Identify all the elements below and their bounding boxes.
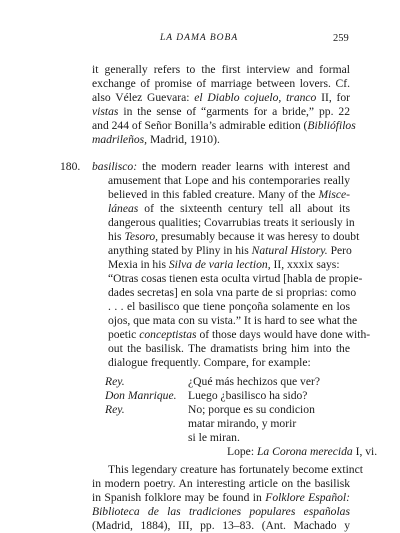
- verse-line: ¿Qué más hechizos que ver?: [188, 375, 320, 388]
- text-line: [108, 244, 350, 258]
- verse-line: Luego ¿basilisco ha sido?: [188, 389, 308, 402]
- italic-title: La Corona merecida: [256, 445, 353, 458]
- text-line: [108, 230, 360, 244]
- verse-speaker: Rey.: [105, 403, 125, 416]
- italic-title: madrileños,: [92, 133, 148, 146]
- text-line: amusement that Lope and his contemporaries really: [108, 174, 350, 187]
- text-span: anything stated by Pliny in his: [108, 244, 252, 257]
- text-span: of the sixteenth century tell all about its: [138, 202, 350, 215]
- quotation-line: . . . el basilisco que tiene ponçoña solamente en los: [108, 300, 350, 313]
- text-line: out the basilisk. The dramatists bring him into the: [108, 342, 350, 355]
- italic-title: láneas: [108, 202, 139, 215]
- italic-term: conceptistas: [139, 328, 197, 341]
- verse-line: No; porque es su condicion: [188, 403, 315, 416]
- text-line: it generally refers to the first interview and formal: [92, 63, 350, 76]
- text-span: II, for: [316, 91, 350, 104]
- text-line: [92, 160, 350, 174]
- text-line: [108, 328, 371, 342]
- italic-lemma: basilisco:: [92, 160, 138, 173]
- italic-title: Misce-: [318, 188, 350, 201]
- text-line: This legendary creature has fortunately become extinct: [108, 463, 363, 476]
- text-span: Madrid, 1910).: [147, 133, 220, 146]
- italic-title: Biblioteca de las tradiciones populares españolas: [92, 505, 350, 518]
- text-span: I, vi.: [352, 445, 378, 458]
- verse-speaker: Don Manrique.: [105, 389, 177, 402]
- text-span: poetic: [108, 328, 140, 341]
- text-line: [92, 133, 350, 147]
- text-line: [108, 202, 350, 216]
- text-line: exchange of promise of marriage between lovers. Cf.: [92, 77, 350, 90]
- text-line: [108, 258, 350, 272]
- italic-title: Tesoro,: [124, 230, 159, 243]
- text-line: in modern poetry. An interesting article on the basilisk: [92, 477, 350, 490]
- running-title: LA DAMA BOBA: [160, 33, 239, 43]
- verse-source: [227, 445, 377, 459]
- text-span: in Spanish folklore may be found in: [92, 491, 266, 504]
- text-line: dialogue frequently. Compare, for example:: [108, 356, 311, 369]
- text-span: Mexia in his: [108, 258, 169, 271]
- text-span: II, xxxix says:: [270, 258, 340, 271]
- text-line: (Madrid, 1884), III, pp. 13–83. (Ant. Machado y: [92, 519, 350, 532]
- italic-title: Bibliófilos: [307, 119, 356, 132]
- italic-title: Natural History.: [251, 244, 328, 257]
- italic-title: Silva de varia lection,: [168, 258, 271, 271]
- text-line: ojos, que mata con su vista.” It is hard to see what the: [108, 314, 358, 327]
- italic-term: vistas: [92, 105, 119, 118]
- text-line: [92, 105, 350, 119]
- text-span: in the sense of “garments for a bride,” pp. 22: [118, 105, 350, 118]
- text-line: [92, 91, 350, 105]
- italic-title: el Diablo cojuelo, tranco: [194, 91, 317, 104]
- text-span: and 244 of Señor Bonilla’s admirable edition (: [92, 119, 308, 132]
- text-span: the modern reader learns with interest and: [137, 160, 350, 173]
- quotation-line: dades secretas] en sola vna parte de si proprias: como: [108, 286, 357, 299]
- verse-line: matar mirando, y morir: [188, 417, 297, 430]
- page-number: 259: [333, 33, 349, 44]
- text-span: of those days would have done with-: [196, 328, 371, 341]
- text-span: Pero: [327, 244, 352, 257]
- note-number: 180.: [60, 160, 81, 173]
- quotation-line: “Otras cosas tienen esta oculta virtud [habla de propie-: [108, 272, 363, 285]
- italic-title: Folklore Español:: [265, 491, 350, 504]
- text-span: Lope:: [227, 445, 257, 458]
- text-line: dangerous qualities; Covarrubias treats it seriously in: [108, 216, 355, 229]
- verse-speaker: Rey.: [105, 375, 125, 388]
- text-span: presumably because it was heresy to doubt: [158, 230, 360, 243]
- text-span: his: [108, 230, 125, 243]
- text-line: [92, 119, 356, 133]
- text-span: also Vélez Guevara:: [92, 91, 195, 104]
- text-span: believed in this fabled creature. Many of the: [108, 188, 319, 201]
- text-line: [108, 188, 350, 202]
- text-line: [92, 505, 350, 519]
- text-line: [92, 491, 350, 505]
- verse-line: si le miran.: [188, 431, 240, 444]
